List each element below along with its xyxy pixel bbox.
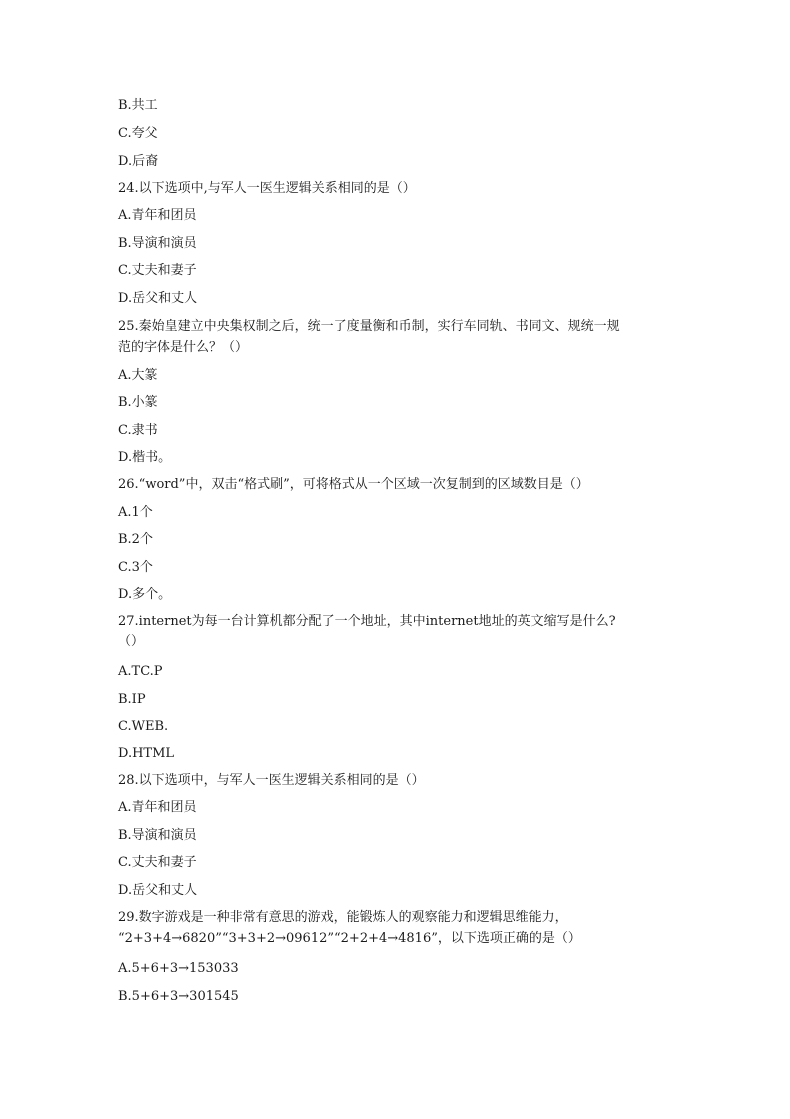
question-28: 28.以下选项中，与军人一医生逻辑关系相同的是（）: [118, 773, 425, 788]
option-line: C.夸父: [118, 126, 158, 141]
option-line: A.大篆: [118, 368, 158, 383]
option-line: B.2个: [118, 532, 153, 547]
option-line: C.丈夫和妻子: [118, 855, 197, 870]
question-27: 27.internet为每一台计算机都分配了一个地址，其中internet地址的英文缩写是什么?: [118, 614, 616, 629]
question-29: 29.数字游戏是一种非常有意思的游戏，能锻炼人的观察能力和逻辑思维能力，: [118, 910, 568, 925]
option-line: A.5+6+3→153033: [118, 961, 239, 976]
option-line: A.青年和团员: [118, 800, 197, 815]
option-line: B.小篆: [118, 395, 158, 410]
option-line: B.导演和演员: [118, 828, 197, 843]
option-line: C.WEB.: [118, 719, 169, 734]
option-line: C.3个: [118, 560, 153, 575]
option-line: D.楷书。: [118, 450, 172, 465]
question-24: 24.以下选项中,与军人一医生逻辑关系相同的是（）: [118, 181, 416, 196]
option-line: A.TC.P: [118, 664, 163, 679]
question-29-cont: “2+3+4→6820”“3+3+2→09612”“2+2+4→4816”，以下选项正确的是（）: [118, 931, 581, 946]
option-line: B.5+6+3→301545: [118, 989, 239, 1004]
option-line: B.导演和演员: [118, 236, 197, 251]
option-line: C.隶书: [118, 423, 158, 438]
question-26: 26.“word”中，双击“格式刷”，可将格式从一个区域一次复制到的区域数目是（）: [118, 477, 589, 492]
option-line: D.HTML: [118, 746, 175, 761]
option-line: A.1个: [118, 505, 153, 520]
question-25: 25.秦始皇建立中央集权制之后，统一了度量衡和币制，实行车同轨、书同文、规统一规: [118, 319, 620, 334]
question-25-cont: 范的字体是什么？（）: [118, 340, 249, 355]
option-line: D.岳父和丈人: [118, 291, 198, 306]
option-line: D.后裔: [118, 154, 159, 169]
option-line: B.共工: [118, 98, 158, 113]
option-line: B.IP: [118, 692, 146, 707]
option-line: D.岳父和丈人: [118, 883, 198, 898]
option-line: A.青年和团员: [118, 208, 197, 223]
option-line: C.丈夫和妻子: [118, 263, 197, 278]
option-line: D.多个。: [118, 587, 172, 602]
question-27-cont: （）: [118, 634, 145, 649]
